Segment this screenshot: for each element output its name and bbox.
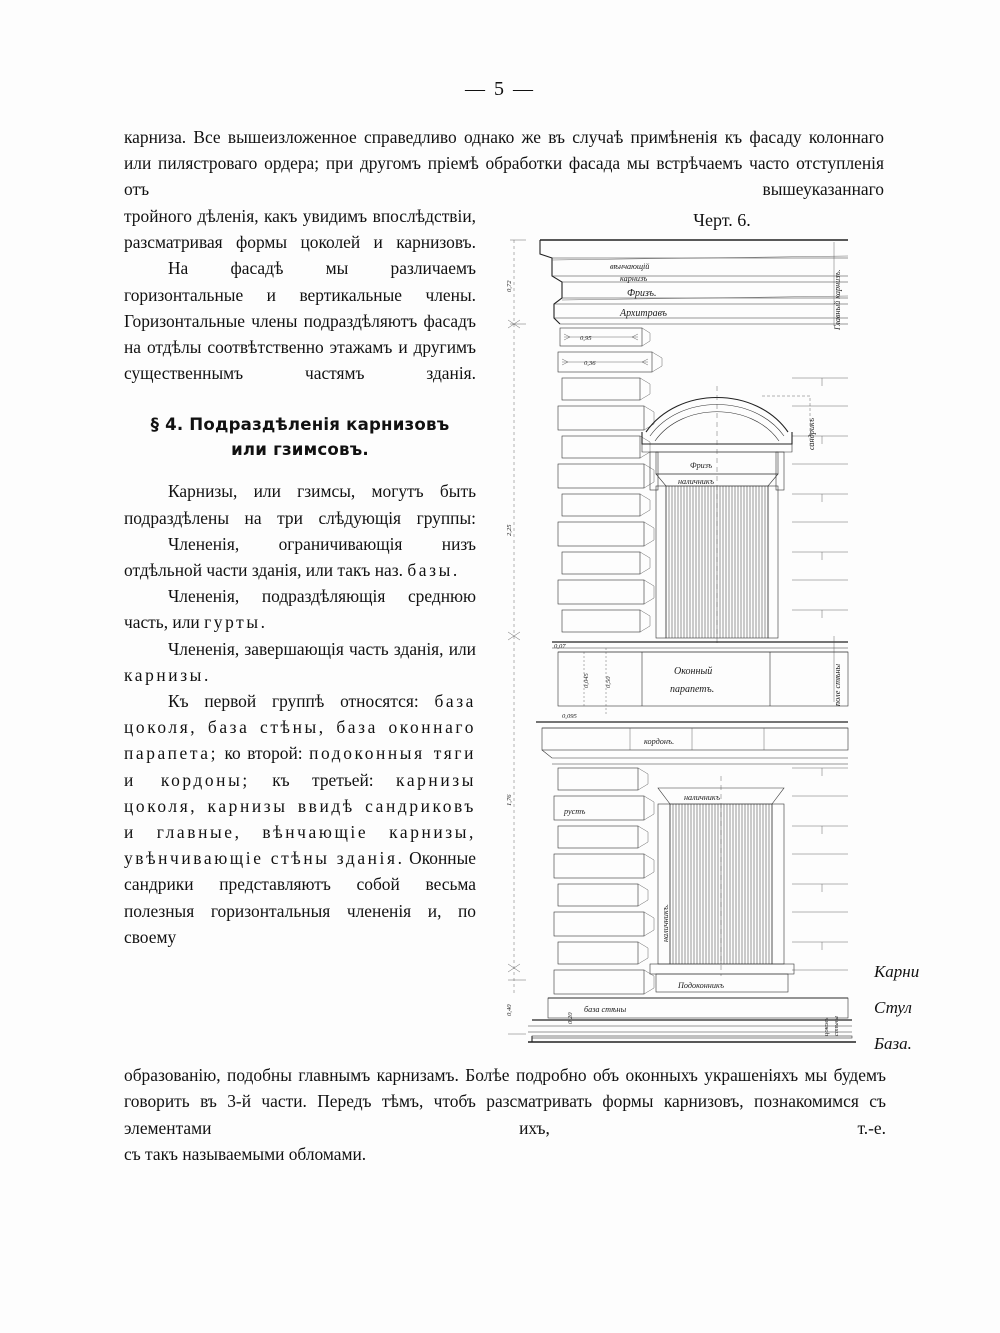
tail-paragraph	[124, 1062, 886, 1168]
paragraph-7-intro: Къ первой группѣ относятся:	[168, 691, 435, 712]
edge-label-karniz: Карни	[874, 962, 920, 981]
label-wall-field: поле стѣны	[833, 663, 842, 706]
term-group-one: база цоколя, база стѣны, база оконнаго парапета;	[124, 691, 476, 764]
wall-joint-lines-right-lower	[792, 768, 848, 970]
dim-225: 2,25	[506, 524, 513, 536]
figure-chert-6	[492, 210, 920, 1053]
label-crowning-cornice-line1: вѣнчающій	[610, 262, 650, 271]
paragraph-4-text: Члененія, ограничивающія низъ отдѣльной части зданія, или такъ наз.	[124, 533, 476, 581]
cordon-group	[536, 722, 848, 764]
label-wall-base: база стѣны	[584, 1005, 627, 1014]
label-socle-wall-line1: цоколь	[823, 1017, 830, 1036]
section-heading	[124, 412, 476, 462]
lower-storey-group	[554, 768, 848, 994]
term-group-three: карнизы цоколя, карнизы ввидѣ сандриковъ и главные, вѣнчающіе карнизы, увѣнчивающіе стѣны зданія.	[124, 769, 476, 869]
dim-176: 1,76	[506, 794, 513, 806]
rustication-dim-blocks	[558, 328, 662, 372]
wall-joint-lines-right-upper	[792, 378, 848, 618]
paragraph-3: Карнизы, или гзимсы, могутъ быть подраздѣлены на три слѣдующія группы:	[124, 481, 476, 528]
paragraph-6	[124, 636, 476, 688]
window-sill-group	[650, 964, 794, 992]
edge-label-group	[874, 954, 994, 1062]
label-window-casing-upper: наличникъ	[678, 477, 714, 486]
label-window-casing-lower: наличникъ	[684, 793, 720, 802]
term-bazy: базы.	[407, 560, 460, 581]
dim-040: 0,40	[506, 1004, 513, 1016]
lower-window-opening	[658, 776, 784, 976]
window-sandrik-arch	[642, 396, 816, 452]
rusticated-courses-lower	[554, 768, 654, 994]
dim-036: 0,36	[584, 360, 596, 367]
label-casing-vertical: наличникъ.	[661, 903, 670, 942]
label-architrave: Архитравъ	[620, 308, 667, 319]
section-heading-line1: § 4. Подраздѣленія карнизовъ	[150, 415, 450, 435]
label-window-frieze: Фризъ	[690, 461, 713, 470]
paragraph-7	[124, 688, 476, 950]
paragraph-5	[124, 583, 476, 635]
dim-0095: 0,095	[562, 713, 577, 720]
dim-095: 0,95	[580, 335, 592, 342]
facade-elevation-drawing	[492, 236, 912, 1046]
wall-base-group	[528, 998, 852, 1042]
label-crowning-cornice-line2: карнизъ	[620, 274, 648, 283]
left-text-column	[124, 203, 476, 950]
tail-paragraph-body: образованію, подобны главнымъ карнизамъ. Болѣе подробно объ оконныхъ украшеніяхъ мы будемъ говорить въ 3-й части. Передъ тѣмъ, чтобъ разсматривать формы карнизовъ, познакомимся съ элементами ихъ, т.-е.	[124, 1065, 886, 1138]
dimension-chain-left	[506, 240, 526, 1034]
paragraph-4	[124, 531, 476, 583]
section-heading-line2: или гзимсовъ.	[231, 440, 369, 460]
label-window-sill: Подоконникъ	[678, 981, 725, 990]
label-socle-wall-line2: стѣны	[833, 1016, 840, 1036]
rusticated-courses-upper	[558, 378, 654, 632]
paragraph-7-mid1: ко второй:	[218, 743, 310, 764]
paragraph-1: тройного дѣленія, какъ увидимъ впослѣдствіи, разсматривая формы цоколей и карнизовъ.	[124, 206, 476, 253]
figure-caption: Черт. 6.	[693, 210, 751, 230]
label-frieze-entablature: Фризъ.	[627, 288, 657, 299]
window-parapet-group	[552, 636, 848, 720]
dim-0045: 0,045	[583, 673, 590, 688]
term-karnizy: карнизы.	[124, 664, 211, 685]
dim-007: 0,07	[554, 643, 566, 650]
label-sandrik: сандрикъ	[807, 418, 816, 450]
edge-label-baza: База.	[874, 1034, 912, 1053]
lead-paragraph: карниза. Все вышеизложенное справедливо однако же въ случаѣ примѣненія къ фасаду колоннаго или пилястроваго ордера; при другомъ пріемѣ обработки фасада мы встрѣчаемъ часто отступленія отъ вышеуказаннаго	[124, 127, 884, 200]
entablature-group	[540, 240, 848, 331]
label-window-parapet-line2: парапетъ.	[670, 684, 715, 695]
upper-window-opening	[656, 386, 778, 646]
paragraph-7-outro: Оконные сандрики представляютъ собой весьма полезныя горизонтальныя члененія и, по своему	[124, 848, 477, 947]
term-group-two: подоконныя тяги и кордоны;	[124, 743, 476, 790]
upper-storey-group	[558, 328, 848, 646]
label-main-cornice: Главный карнизъ.	[833, 269, 842, 330]
page-number: — 5 —	[465, 78, 535, 100]
label-cordon: кордонъ.	[644, 737, 675, 746]
edge-label-stul: Стул	[874, 998, 912, 1017]
paragraph-7-mid2: къ третьей:	[249, 769, 397, 790]
dim-050: 0,50	[605, 676, 612, 688]
dim-072: 0,72	[506, 280, 513, 292]
label-window-parapet-line1: Оконный	[674, 666, 713, 677]
label-rust: рустъ	[564, 807, 586, 816]
paragraph-5-text: Члененія, подраздѣляющія среднюю часть, или	[124, 586, 476, 633]
term-gurty: гурты.	[204, 612, 268, 633]
dim-020: 0,20	[567, 1012, 574, 1024]
tail-paragraph-last-line: съ такъ называемыми обломами.	[124, 1144, 367, 1165]
paragraph-2: На фасадѣ мы различаемъ горизонтальные и вертикальные члены. Горизонтальные члены подраздѣляютъ фасадъ на отдѣлы соотвѣтственно этажамъ и другимъ существеннымъ частямъ зданія.	[124, 258, 476, 384]
paragraph-6-text: Члененія, завершающія часть зданія, или	[168, 638, 476, 659]
